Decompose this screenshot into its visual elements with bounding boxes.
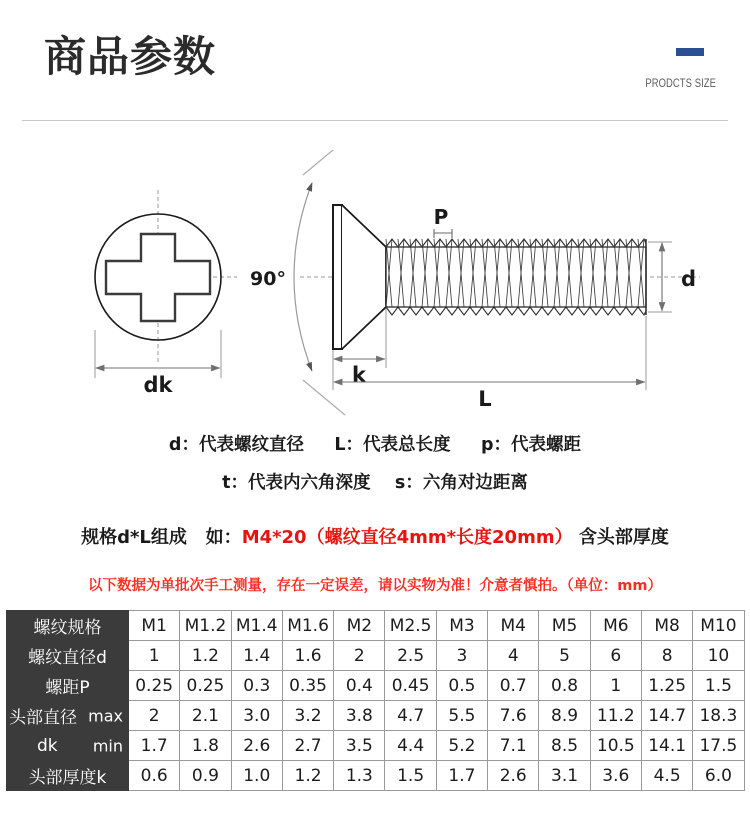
table-cell: M1.2 <box>180 611 231 641</box>
table-cell: 4.4 <box>385 731 436 761</box>
table-cell: 4.5 <box>641 761 692 791</box>
table-cell: 10.5 <box>590 731 641 761</box>
screw-head-top-view <box>95 190 237 378</box>
table-cell: 2.6 <box>231 731 282 761</box>
measurement-notice: 以下数据为单批次手工测量，存在一定误差，请以实物为准！介意者慎拍。（单位：mm） <box>88 578 662 594</box>
table-row <box>7 641 745 671</box>
table-cell: 7.6 <box>488 701 539 731</box>
table-cell: M3 <box>436 611 487 641</box>
table-row-label-main: 头部直径 <box>9 708 77 728</box>
table-cell: 6 <box>590 641 641 671</box>
table-cell: 6.0 <box>693 761 744 791</box>
table-cell: M1.4 <box>231 611 282 641</box>
table-cell: 0.5 <box>436 671 487 701</box>
specification-table <box>6 610 745 791</box>
table-cell: 4 <box>488 641 539 671</box>
table-cell: 17.5 <box>693 731 744 761</box>
table-cell: 3.0 <box>231 701 282 731</box>
table-cell: 2.6 <box>488 761 539 791</box>
table-row <box>7 731 745 761</box>
table-row-label <box>7 761 129 791</box>
table-cell: 1.4 <box>231 641 282 671</box>
k-label: k <box>352 363 366 387</box>
pitch-dimension <box>434 229 452 238</box>
table-cell: M1 <box>129 611 180 641</box>
table-row-label-sub: max <box>88 706 123 725</box>
legend-line-2: t：代表内六角深度 s：六角对边距离 <box>222 473 528 493</box>
table-cell: M10 <box>693 611 744 641</box>
table-cell: 4.7 <box>385 701 436 731</box>
table-cell: 1.6 <box>282 641 333 671</box>
p-label: P <box>433 205 449 229</box>
table-cell: 3.5 <box>334 731 385 761</box>
table-cell: 1.8 <box>180 731 231 761</box>
table-cell: 10 <box>693 641 744 671</box>
table-cell: 14.7 <box>641 701 692 731</box>
table-cell: 2 <box>334 641 385 671</box>
table-cell: 1.25 <box>641 671 692 701</box>
table-row <box>7 611 745 641</box>
dk-label: dk <box>143 373 173 397</box>
table-cell: 3.6 <box>590 761 641 791</box>
table-cell: 0.7 <box>488 671 539 701</box>
header-subtitle: PRODCTS SIZE <box>645 78 716 90</box>
table-cell: 0.3 <box>231 671 282 701</box>
table-cell: M8 <box>641 611 692 641</box>
table-cell: 1.3 <box>334 761 385 791</box>
table-cell: 2 <box>129 701 180 731</box>
table-cell: 0.4 <box>334 671 385 701</box>
table-cell: 3.2 <box>282 701 333 731</box>
table-row-label <box>7 641 129 671</box>
table-cell: 1.2 <box>282 761 333 791</box>
screw-side-view <box>300 205 700 349</box>
table-row-label <box>7 671 129 701</box>
table-cell: 3 <box>436 641 487 671</box>
table-cell: 2.1 <box>180 701 231 731</box>
table-cell: 0.35 <box>282 671 333 701</box>
legend-line-1: d：代表螺纹直径 L：代表总长度 p：代表螺距 <box>168 435 582 455</box>
table-cell: 1.0 <box>231 761 282 791</box>
table-cell: M2.5 <box>385 611 436 641</box>
table-cell: M5 <box>539 611 590 641</box>
table-row-label-main: 螺距P <box>45 678 90 698</box>
table-cell: 8 <box>641 641 692 671</box>
table-cell: 5 <box>539 641 590 671</box>
total-length-dimension <box>334 316 646 390</box>
table-row-label-sub: min <box>92 736 123 755</box>
table-cell: 14.1 <box>641 731 692 761</box>
table-row-label-main: dk <box>37 735 58 756</box>
table-cell: 0.45 <box>385 671 436 701</box>
spec-note-suffix: 含头部厚度 <box>572 527 669 548</box>
screw-technical-drawing <box>0 150 750 420</box>
table-cell: 1.2 <box>180 641 231 671</box>
table-cell: 2.5 <box>385 641 436 671</box>
table-cell: 3.8 <box>334 701 385 731</box>
table-cell: 2.7 <box>282 731 333 761</box>
table-cell: 1.5 <box>693 671 744 701</box>
table-cell: 1 <box>129 641 180 671</box>
accent-bar <box>676 48 704 56</box>
header-divider <box>22 120 728 121</box>
table-row <box>7 761 745 791</box>
table-row-label-main: 螺纹规格 <box>33 618 102 638</box>
table-cell: 11.2 <box>590 701 641 731</box>
table-cell: M6 <box>590 611 641 641</box>
d-label: d <box>681 267 697 291</box>
table-cell: M2 <box>334 611 385 641</box>
table-cell: 1 <box>590 671 641 701</box>
page-header <box>0 0 750 121</box>
table-cell: 1.7 <box>436 761 487 791</box>
table-cell: 1.7 <box>129 731 180 761</box>
table-cell: 1.5 <box>385 761 436 791</box>
table-cell: 8.9 <box>539 701 590 731</box>
table-cell: 0.8 <box>539 671 590 701</box>
angle-label: 90° <box>250 268 286 290</box>
table-cell: 5.2 <box>436 731 487 761</box>
table-cell: 0.6 <box>129 761 180 791</box>
table-cell: 0.25 <box>129 671 180 701</box>
table-cell: 0.25 <box>180 671 231 701</box>
table-cell: M1.6 <box>282 611 333 641</box>
table-row-label-main: 头部厚度k <box>28 768 107 788</box>
specification-table-body <box>7 611 745 791</box>
table-row <box>7 671 745 701</box>
spec-note-highlight: M4*20（螺纹直径4mm*长度20mm） <box>241 527 573 548</box>
table-cell: 7.1 <box>488 731 539 761</box>
table-cell: 5.5 <box>436 701 487 731</box>
table-cell: 3.1 <box>539 761 590 791</box>
table-cell: 0.9 <box>180 761 231 791</box>
l-label: L <box>478 387 492 411</box>
table-row-label <box>7 611 129 641</box>
table-cell: 18.3 <box>693 701 744 731</box>
table-row-label <box>7 701 129 731</box>
table-cell: M4 <box>488 611 539 641</box>
table-row-label-main: 螺纹直径d <box>28 648 107 668</box>
table-row <box>7 701 745 731</box>
spec-composition-note <box>0 523 750 549</box>
table-row-label <box>7 731 129 761</box>
table-cell: 8.5 <box>539 731 590 761</box>
page-title: 商品参数 <box>44 32 217 81</box>
spec-note-prefix: 规格d*L组成 如： <box>81 527 242 548</box>
